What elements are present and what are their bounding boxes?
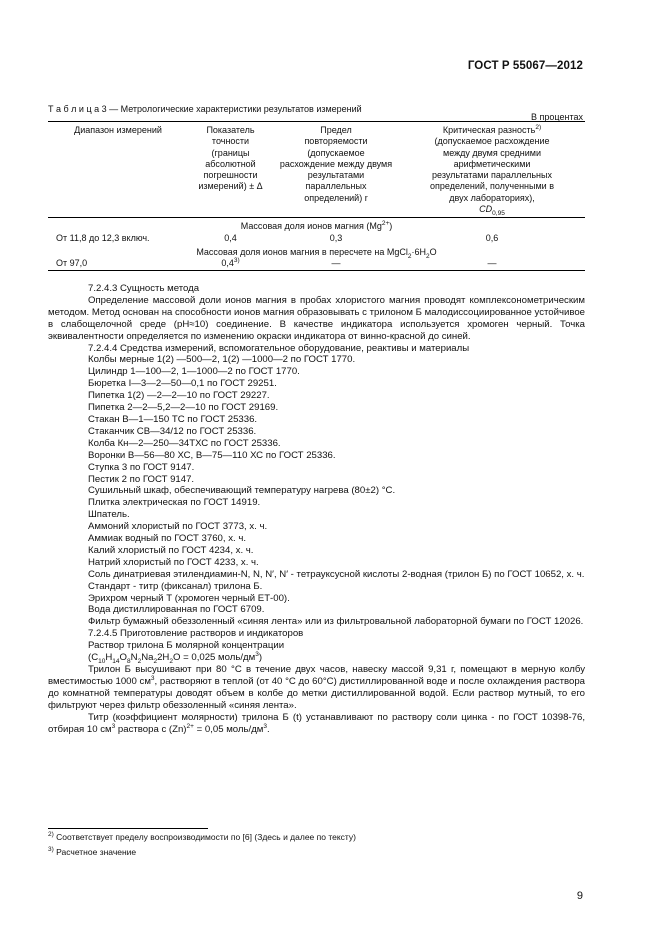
cell-range: От 11,8 до 12,3 включ. [56, 232, 150, 243]
section-heading: 7.2.4.5 Приготовление растворов и индикаторов [88, 628, 304, 640]
list-item: Сушильный шкаф, обеспечивающий температуру нагрева (80±2) °С. [88, 485, 396, 497]
th-accuracy: Показатель точности (границы абсолютной погрешности измерений) ± Δ [188, 122, 273, 218]
list-item: Колба Кн—2—250—34ТХС по ГОСТ 25336. [88, 437, 281, 449]
metrology-table [48, 121, 585, 271]
list-item: Калий хлористый по ГОСТ 4234, х. ч. [88, 544, 254, 556]
section-magnesium-ions: Массовая доля ионов магния $(Mg^{2+})$ [240, 220, 393, 232]
table-section-row [48, 244, 585, 258]
paragraph: Раствор трилона Б молярной концентрации [88, 640, 285, 652]
section-heading: 7.2.4.3 Сущность метода [88, 283, 200, 294]
main-text [48, 283, 585, 735]
footnote: $^{3)}$ Расчетное значение [48, 846, 137, 857]
document-header: ГОСТ Р 55067—2012 [467, 60, 583, 72]
paragraph: Трилон Б высушивают при 80 °С в течение двух часов, навеску массой 9,31 г, помещают в мерную колбу вместимостью 1000 $см^3$, растворяют в теплой (от 40 °С до 60°С) дистиллированной воде и после охлаждения раствора до комнатной температуры доводят объем в колбе до метки дистиллированной водой. Если раствор мутный, то его фильтруют через фильтр обеззоленный «синяя лента». [48, 664, 585, 711]
list-item: Колбы мерные 1(2) —500—2, 1(2) —1000—2 по ГОСТ 1770. [88, 354, 356, 366]
cell-repeatability: 0,3 [329, 232, 343, 243]
list-item: Шпатель. [88, 509, 130, 521]
list-item: Эрихром черный Т (хромоген черный ЕТ-00). [88, 592, 290, 604]
list-item: Плитка электрическая по ГОСТ 14919. [88, 497, 261, 509]
table-caption: Т а б л и ц а 3 — Метрологические характеристики результатов измерений [48, 104, 362, 114]
list-item: Цилиндр 1—100—2, 1—1000—2 по ГОСТ 1770. [88, 366, 300, 378]
cell-accuracy: 0,4 [224, 232, 237, 243]
cell-repeatability: — [273, 258, 399, 270]
cell-accuracy: 0,4$^{3)}$ [188, 258, 273, 270]
list-item: Ступка 3 по ГОСТ 9147. [88, 461, 195, 473]
list-item: Стакан В—1—150 ТС по ГОСТ 25336. [88, 413, 258, 425]
page-number: 9 [576, 890, 583, 902]
footnote-separator [48, 828, 208, 829]
table-unit: В процентах [531, 112, 583, 122]
th-repeatability: Предел повторяемости (допускаемое расхождение между двумя результатами параллельных определений) r [273, 122, 399, 218]
list-item: Стандарт - титр (фиксанал) трилона Б. [88, 580, 263, 592]
list-item: Вода дистиллированная по ГОСТ 6709. [88, 604, 265, 616]
footnote: $^{2)}$ Соответствует пределу воспроизводимости по [6] (Здесь и далее по тексту) [48, 831, 356, 842]
paragraph: Титр (коэффициент молярности) трилона Б (t) устанавливают по раствору соли цинка ‑ по ГОСТ 10398-76, отбирая 10 $см^3$ раствора с $(Zn)^{2+} = 0,05$ моль/$дм^3$. [48, 711, 585, 735]
paragraph: Определение массовой доли ионов магния в пробах хлористого магния проводят комплексонометрическим методом. Метод основан на способности ионов магния образовывать с трилоном Б малодиссоциированное устойчивое в слабощелочной среде (рН≈10) соединение. В качестве индикатора используется хромоген черный. Точка эквивалентности определяется по изменению окраски индикатора от винно-красной до синей. [48, 294, 585, 342]
paragraph: Фильтр бумажный обеззоленный «синяя лента» или из фильтровальной лабораторной бумаги по ГОСТ 12026. [88, 616, 584, 628]
list-item: Аммоний хлористый по ГОСТ 3773, х. ч. [88, 521, 268, 533]
paragraph: Соль динатриевая этилендиамин-N, N, N′, N′ - тетрауксусной кислоты 2-водная (трилон Б) по ГОСТ 10652, х. ч. [88, 568, 585, 580]
list-item: Стаканчик СВ—34/12 по ГОСТ 25336. [88, 425, 257, 437]
list-item: Бюретка I—3—2—50—0,1 по ГОСТ 29251. [88, 378, 277, 390]
list-item: Аммиак водный по ГОСТ 3760, х. ч. [88, 533, 246, 545]
list-item: Натрий хлористый по ГОСТ 4233, х. ч. [88, 556, 259, 568]
th-range: Диапазон измерений [48, 122, 188, 218]
list-item: Воронки В—56—80 ХС, В—75—110 ХС по ГОСТ 25336. [88, 449, 336, 461]
list-item: Пестик 2 по ГОСТ 9147. [88, 473, 195, 485]
section-heading: 7.2.4.4 Средства измерений, вспомогательное оборудование, реактивы и материалы [88, 342, 470, 354]
section-mgcl2: Массовая доля ионов магния в пересчете на $MgCl_2\cdot 6H_2O$ [196, 246, 437, 260]
cell-critical-difference: — [399, 258, 585, 270]
th-critical-difference: Критическая разность$^{2)}$ (допускаемое расхождение между двумя средними арифметическими результатами параллельных определений, полученными в двух лабораториях), $CD_{0,95}$ [399, 122, 585, 218]
table-section-row [48, 218, 585, 233]
cell-critical-difference: 0,6 [485, 232, 499, 243]
table-row [48, 233, 585, 244]
table-header-row [48, 122, 585, 218]
formula: ($C_{10}H_{14}O_8N_2Na_22H_2O = 0,025$ моль/$дм^3$) [88, 650, 263, 665]
table-row [48, 258, 585, 270]
list-item: Пипетка 2—2—5,2—2—10 по ГОСТ 29169. [88, 402, 279, 414]
list-item: Пипетка 1(2) —2—2—10 по ГОСТ 29227. [88, 390, 270, 402]
cell-range: От 97,0 [48, 258, 188, 270]
